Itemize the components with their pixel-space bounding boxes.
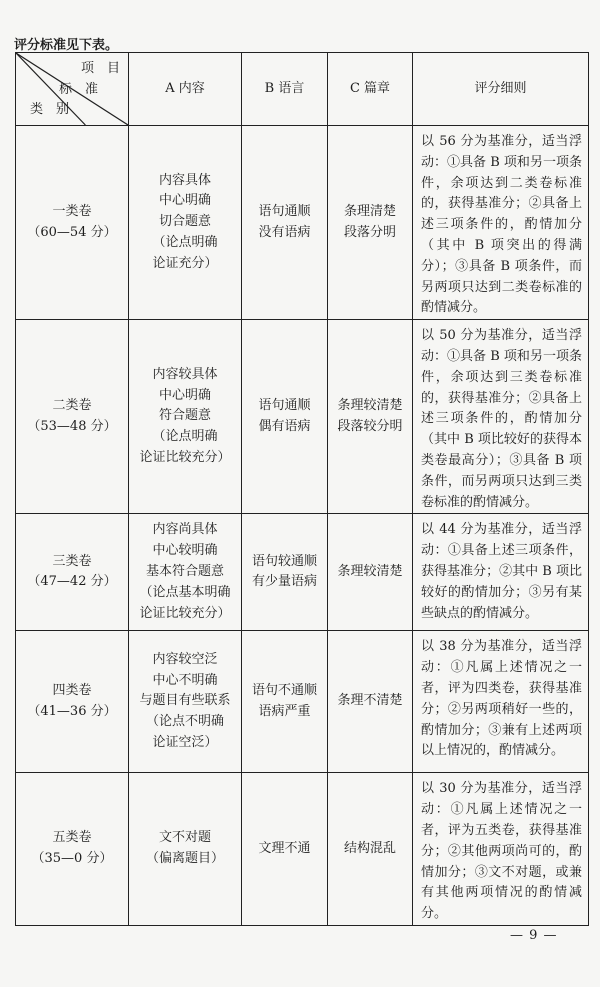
- detail-cell: [413, 773, 589, 926]
- structure-cell-line: 段落分明: [343, 224, 396, 240]
- structure-cell-line: 条理较清楚: [337, 397, 403, 413]
- grading-table: [15, 52, 589, 926]
- content-cell-line: 符合题意: [158, 408, 211, 424]
- content-cell-line: 中心较明确: [152, 543, 218, 559]
- detail-cell: [413, 320, 589, 514]
- diagonal-header-cell: [16, 53, 129, 126]
- detail-text: 以 30 分为基准分，适当浮动：①凡属上述情况之一者，评为五类卷，获得基准分；②其他两项尚可的，酌情加分；③文不对题，或兼有其他两项情况的酌情减分。: [421, 781, 582, 922]
- content-cell: [129, 320, 242, 514]
- language-cell: [242, 320, 328, 514]
- content-cell-line: （论点明确: [152, 234, 218, 250]
- header-standard-label: 标 准: [58, 82, 98, 97]
- content-cell-line: （论点不明确: [145, 714, 224, 730]
- content-cell-line: 论证充分）: [152, 255, 218, 271]
- structure-cell: [328, 514, 413, 631]
- content-cell-line: 内容具体: [158, 172, 211, 188]
- content-cell-line: 中心不明确: [152, 672, 218, 688]
- category-cell-line: （35—0 分）: [31, 851, 113, 867]
- category-cell: [16, 773, 129, 926]
- category-cell: [16, 514, 129, 631]
- language-cell-line: 语句较通顺: [251, 553, 317, 569]
- header-language: B 语言: [242, 53, 328, 126]
- content-cell-line: （论点明确: [152, 429, 218, 445]
- structure-cell-line: 条理清楚: [343, 203, 396, 219]
- header-detail: 评分细则: [413, 53, 589, 126]
- language-cell-line: 没有语病: [258, 224, 311, 240]
- detail-text: 以 38 分为基准分，适当浮动：①凡属上述情况之一者，评为四类卷，获得基准分；②另两项稍好一些的，酌情加分；③兼有上述两项以上情况的，酌情减分。: [421, 639, 582, 759]
- table-body: [16, 126, 589, 926]
- content-cell-line: 中心明确: [158, 387, 211, 403]
- content-cell-line: 中心明确: [158, 193, 211, 209]
- detail-text: 以 44 分为基准分，适当浮动：①具备上述三项条件，获得基准分；②其中 B 项比较好的酌情加分；③另有某些缺点的酌情减分。: [421, 522, 582, 621]
- header-content: A 内容: [129, 53, 242, 126]
- language-cell-line: 偶有语病: [258, 418, 311, 434]
- language-cell-line: 语病严重: [258, 703, 311, 719]
- category-cell-line: 五类卷: [52, 830, 92, 846]
- content-cell-line: （论点基本明确: [139, 584, 231, 600]
- detail-cell: [413, 631, 589, 773]
- content-cell-line: 内容较空泛: [152, 651, 218, 667]
- content-cell-line: 论证比较充分）: [139, 605, 231, 621]
- page-number: — 9 —: [510, 928, 558, 943]
- detail-cell: [413, 514, 589, 631]
- category-cell-line: （41—36 分）: [27, 703, 117, 719]
- structure-cell: [328, 126, 413, 320]
- header-project-label: 项 目: [80, 61, 120, 76]
- language-cell: [242, 631, 328, 773]
- structure-cell: [328, 320, 413, 514]
- language-cell-line: 有少量语病: [251, 574, 317, 590]
- content-cell-line: 论证空泛）: [152, 735, 218, 751]
- header-structure: C 篇章: [328, 53, 413, 126]
- content-cell: [129, 126, 242, 320]
- detail-cell: [413, 126, 589, 320]
- structure-cell: [328, 631, 413, 773]
- content-cell-line: 与题目有些联系: [139, 693, 231, 709]
- header-category-label: 类 别: [30, 102, 70, 118]
- content-cell: [129, 773, 242, 926]
- table-row: [16, 320, 589, 514]
- content-cell-line: 论证比较充分）: [139, 449, 231, 465]
- content-cell: [129, 514, 242, 631]
- category-cell: [16, 631, 129, 773]
- content-cell-line: （偏离题目）: [145, 851, 224, 867]
- category-cell-line: 四类卷: [52, 683, 92, 699]
- category-cell-line: 三类卷: [52, 553, 92, 569]
- content-cell-line: 文不对题: [158, 830, 211, 846]
- table-header-row: [16, 53, 589, 126]
- language-cell-line: 语句不通顺: [251, 683, 317, 699]
- language-cell: [242, 514, 328, 631]
- category-cell-line: （47—42 分）: [27, 574, 117, 590]
- detail-text: 以 50 分为基准分，适当浮动：①具备 B 项和另一项条件，余项达到三类卷标准的，获得基准分；②具备上述三项条件的，酌情加分（其中 B 项比较好的获得本类卷最高分）；③具备 B 项条件，而另两项只达到三类卷标准的酌情减分。: [421, 328, 582, 510]
- category-cell: [16, 126, 129, 320]
- structure-cell: [328, 773, 413, 926]
- category-cell: [16, 320, 129, 514]
- table-row: [16, 514, 589, 631]
- language-cell: [242, 126, 328, 320]
- content-cell-line: 基本符合题意: [145, 563, 224, 579]
- table-row: [16, 631, 589, 773]
- table-row: [16, 126, 589, 320]
- structure-cell-line: 结构混乱: [343, 840, 396, 856]
- language-cell-line: 文理不通: [258, 840, 311, 856]
- detail-text: 以 56 分为基准分，适当浮动：①具备 B 项和另一项条件，余项达到二类卷标准的，获得基准分；②具备上述三项条件的，酌情加分（其中 B 项突出的得满分）；③具备 B 项条件，而另两项只达到二类卷标准的酌情减分。: [421, 134, 582, 316]
- content-cell: [129, 631, 242, 773]
- content-cell-line: 切合题意: [158, 214, 211, 230]
- category-cell-line: 二类卷: [52, 397, 92, 413]
- language-cell-line: 语句通顺: [258, 203, 311, 219]
- structure-cell-line: 段落较分明: [337, 418, 403, 434]
- content-cell-line: 内容尚具体: [152, 522, 218, 538]
- structure-cell-line: 条理不清楚: [337, 693, 403, 709]
- content-cell-line: 内容较具体: [152, 366, 218, 382]
- language-cell: [242, 773, 328, 926]
- category-cell-line: 一类卷: [52, 203, 92, 219]
- table-row: [16, 773, 589, 926]
- category-cell-line: （53—48 分）: [27, 418, 117, 434]
- intro-text: 评分标准见下表。: [14, 38, 119, 53]
- language-cell-line: 语句通顺: [258, 397, 311, 413]
- category-cell-line: （60—54 分）: [27, 224, 117, 240]
- structure-cell-line: 条理较清楚: [337, 563, 403, 579]
